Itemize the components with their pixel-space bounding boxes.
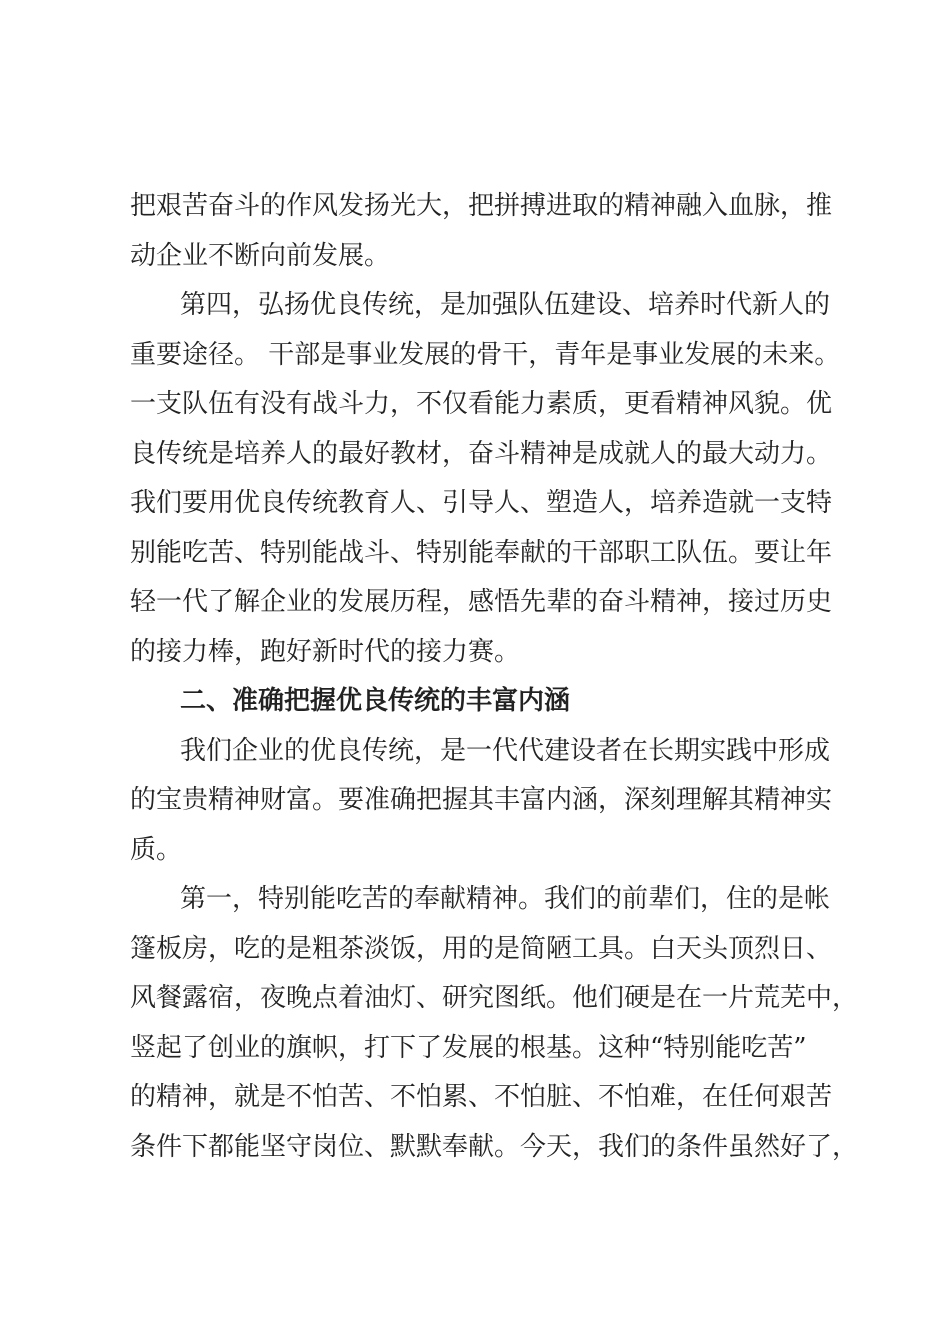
text-line: 的宝贵精神财富。要准确把握其丰富内涵，深刻理解其精神实 (130, 785, 833, 815)
text-line: 的接力棒，跑好新时代的接力赛。 (130, 636, 521, 667)
text-line: 重要途径。 干部是事业发展的骨干，青年是事业发展的未来。 (130, 339, 841, 370)
text-line: 条件下都能坚守岗位、默默奉献。今天，我们的条件虽然好了， (130, 1131, 859, 1162)
text-line: 轻一代了解企业的发展历程，感悟先辈的奋斗精神，接过历史 (130, 587, 833, 617)
text-line: 篷板房，吃的是粗茶淡饭，用的是简陋工具。白天头顶烈日、 (130, 933, 833, 964)
text-line: 一支队伍有没有战斗力，不仅看能力素质，更看精神风貌。优 (130, 389, 833, 419)
section-heading: 二、准确把握优良传统的丰富内涵 (180, 686, 571, 716)
text-line: 风餐露宿，夜晚点着油灯、研究图纸。他们硬是在一片荒芜中， (130, 983, 859, 1013)
text-line: 良传统是培养人的最好教材，奋斗精神是成就人的最大动力。 (130, 438, 833, 469)
text-line: 竖起了创业的旗帜，打下了发展的根基。这种“特别能吃苦” (130, 1032, 807, 1063)
paragraph-first-line: 我们企业的优良传统，是一代代建设者在长期实践中形成 (180, 735, 831, 766)
document-body (130, 182, 859, 1172)
text-line: 动企业不断向前发展。 (130, 240, 391, 271)
text-line: 别能吃苦、特别能战斗、特别能奉献的干部职工队伍。要让年 (130, 537, 833, 568)
text-line: 我们要用优良传统教育人、引导人、塑造人，培养造就一支特 (130, 488, 833, 518)
text-line: 质。 (130, 834, 183, 865)
text-line: 的精神，就是不怕苦、不怕累、不怕脏、不怕难，在任何艰苦 (130, 1082, 833, 1112)
text-line: 把艰苦奋斗的作风发扬光大，把拼搏进取的精神融入血脉，推 (130, 191, 833, 221)
paragraph-first-line: 第四，弘扬优良传统，是加强队伍建设、培养时代新人的 (180, 290, 831, 320)
paragraph-first-line: 第一，特别能吃苦的奉献精神。我们的前辈们，住的是帐 (180, 884, 831, 914)
